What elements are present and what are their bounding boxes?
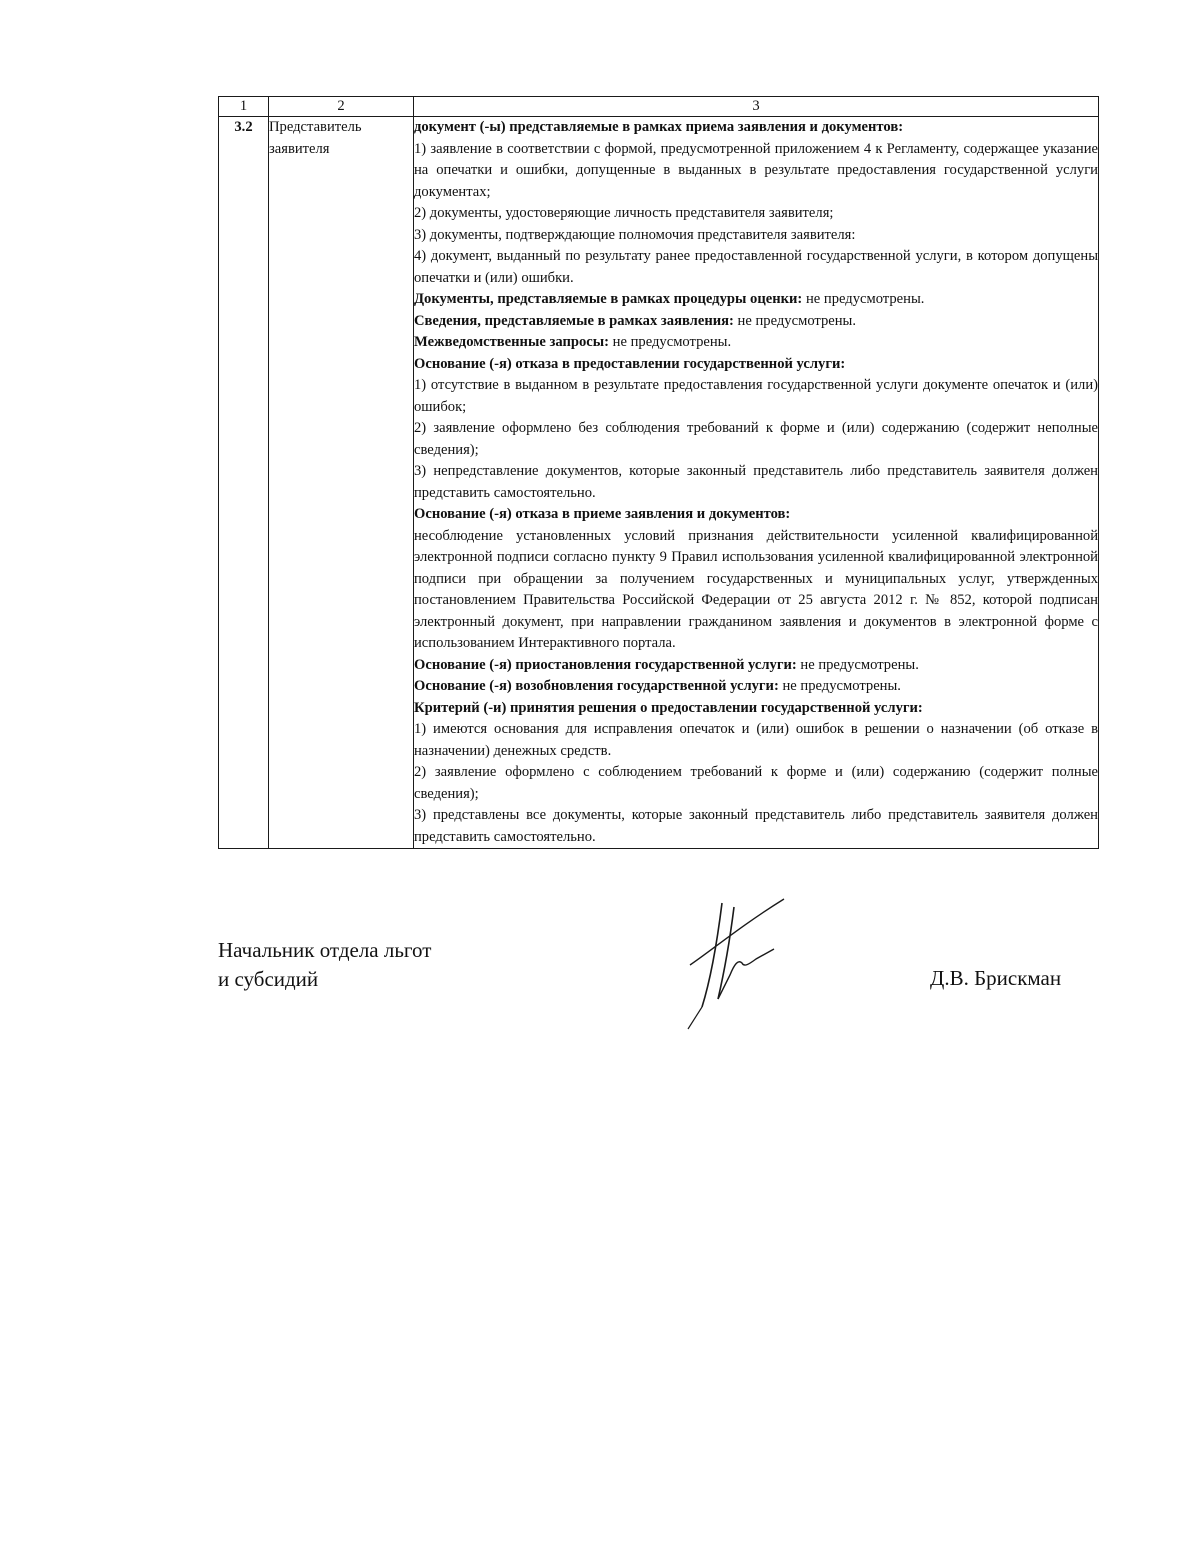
paragraph bbox=[414, 246, 1098, 289]
paragraph-heading: Основание (-я) отказа в предоставлении государственной услуги: bbox=[414, 355, 846, 372]
paragraph bbox=[414, 203, 1098, 225]
requirements-cell bbox=[414, 117, 1099, 849]
paragraph bbox=[414, 655, 1098, 677]
paragraph-text: 3) непредставление документов, которые законный представитель либо представитель заявителя должен представить самостоятельно. bbox=[414, 463, 1098, 501]
applicant-type: Представитель заявителя bbox=[269, 117, 414, 849]
paragraph-heading: Критерий (-и) принятия решения о предоставлении государственной услуги: bbox=[414, 699, 923, 716]
paragraph-text: не предусмотрены. bbox=[733, 312, 857, 329]
paragraph-text: 2) заявление оформлено без соблюдения требований к форме и (или) содержанию (содержит неполные сведения); bbox=[414, 420, 1098, 458]
paragraph bbox=[414, 139, 1098, 204]
paragraph bbox=[414, 719, 1098, 762]
handwritten-signature bbox=[682, 895, 792, 1035]
paragraph bbox=[414, 698, 1098, 720]
paragraph bbox=[414, 354, 1098, 376]
column-header-2: 2 bbox=[269, 97, 414, 117]
paragraph-heading: Документы, представляемые в рамках процедуры оценки: bbox=[414, 291, 803, 307]
paragraph-text: 1) отсутствие в выданном в результате предоставления государственной услуги документе опечаток и (или) ошибок; bbox=[414, 377, 1098, 415]
paragraph-heading: Межведомственные запросы: bbox=[414, 334, 610, 350]
paragraph-heading: Основание (-я) отказа в приеме заявления и документов: bbox=[414, 506, 791, 522]
paragraph bbox=[414, 526, 1098, 655]
paragraph bbox=[414, 762, 1098, 805]
paragraph-text: 1) заявление в соответствии с формой, предусмотренной приложением 4 к Регламенту, содержащее указание на опечатки и ошибки, допущенные в выданных в результате предоставления государственной услуги документах; bbox=[414, 140, 1098, 200]
paragraph-text: не предусмотрены. bbox=[609, 334, 732, 350]
paragraph bbox=[414, 332, 1098, 354]
paragraph-text: 4) документ, выданный по результату ранее предоставленной государственной услуги, в котором допущены опечатки и (или) ошибки. bbox=[414, 248, 1098, 286]
paragraph-text: несоблюдение установленных условий признания действительности усиленной квалифицированной электронной подписи согласно пункту 9 Правил использования усиленной квалифицированной электронной подписи при обращении за получением государственных и муниципальных услуг, утвержденных постановлением Правительства Российской Федерации от 25 августа 2012 г. № 852, которой подписан электронный документ, при направлении гражданином заявления и документов в электронной форме с использованием Интерактивного портала. bbox=[414, 527, 1098, 651]
paragraph-text: 2) документы, удостоверяющие личность представителя заявителя; bbox=[414, 205, 834, 221]
position-line-1: Начальник отдела льгот bbox=[218, 938, 432, 962]
paragraph-heading: документ (-ы) представляемые в рамках приема заявления и документов: bbox=[414, 119, 904, 135]
paragraph bbox=[414, 805, 1098, 848]
paragraph bbox=[414, 225, 1098, 247]
table-row bbox=[219, 117, 1099, 849]
row-number: 3.2 bbox=[219, 117, 269, 849]
paragraph-text: 3) документы, подтверждающие полномочия представителя заявителя: bbox=[414, 226, 856, 243]
paragraph-text: не предусмотрены. bbox=[802, 291, 925, 307]
paragraph-text: 2) заявление оформлено с соблюдением требований к форме и (или) содержанию (содержит полные сведения); bbox=[414, 764, 1098, 802]
paragraph-heading: Сведения, представляемые в рамках заявления: bbox=[414, 312, 734, 329]
column-header-3: 3 bbox=[414, 97, 1099, 117]
paragraph bbox=[414, 504, 1098, 526]
table-header-row bbox=[219, 97, 1099, 117]
paragraph-text: 3) представлены все документы, которые законный представитель либо представитель заявителя должен представить самостоятельно. bbox=[414, 807, 1098, 845]
paragraph bbox=[414, 375, 1098, 418]
paragraph bbox=[414, 418, 1098, 461]
document-table bbox=[218, 96, 1099, 849]
paragraph bbox=[414, 289, 1098, 311]
paragraph bbox=[414, 676, 1098, 698]
position-line-2: и субсидий bbox=[218, 967, 319, 991]
signer-name: Д.В. Брискман bbox=[930, 966, 1062, 990]
paragraph bbox=[414, 117, 1098, 139]
paragraph-text: 1) имеются основания для исправления опечаток и (или) ошибок в решении о назначении (об отказе в назначении) денежных средств. bbox=[414, 721, 1098, 759]
paragraph bbox=[414, 461, 1098, 504]
paragraph bbox=[414, 311, 1098, 333]
paragraph-heading: Основание (-я) приостановления государственной услуги: bbox=[414, 656, 797, 673]
paragraph-text: не предусмотрены. bbox=[796, 656, 919, 673]
paragraph-text: не предусмотрены. bbox=[778, 678, 901, 694]
paragraph-heading: Основание (-я) возобновления государственной услуги: bbox=[414, 678, 779, 694]
column-header-1: 1 bbox=[219, 97, 269, 117]
signatory-position bbox=[218, 936, 431, 994]
